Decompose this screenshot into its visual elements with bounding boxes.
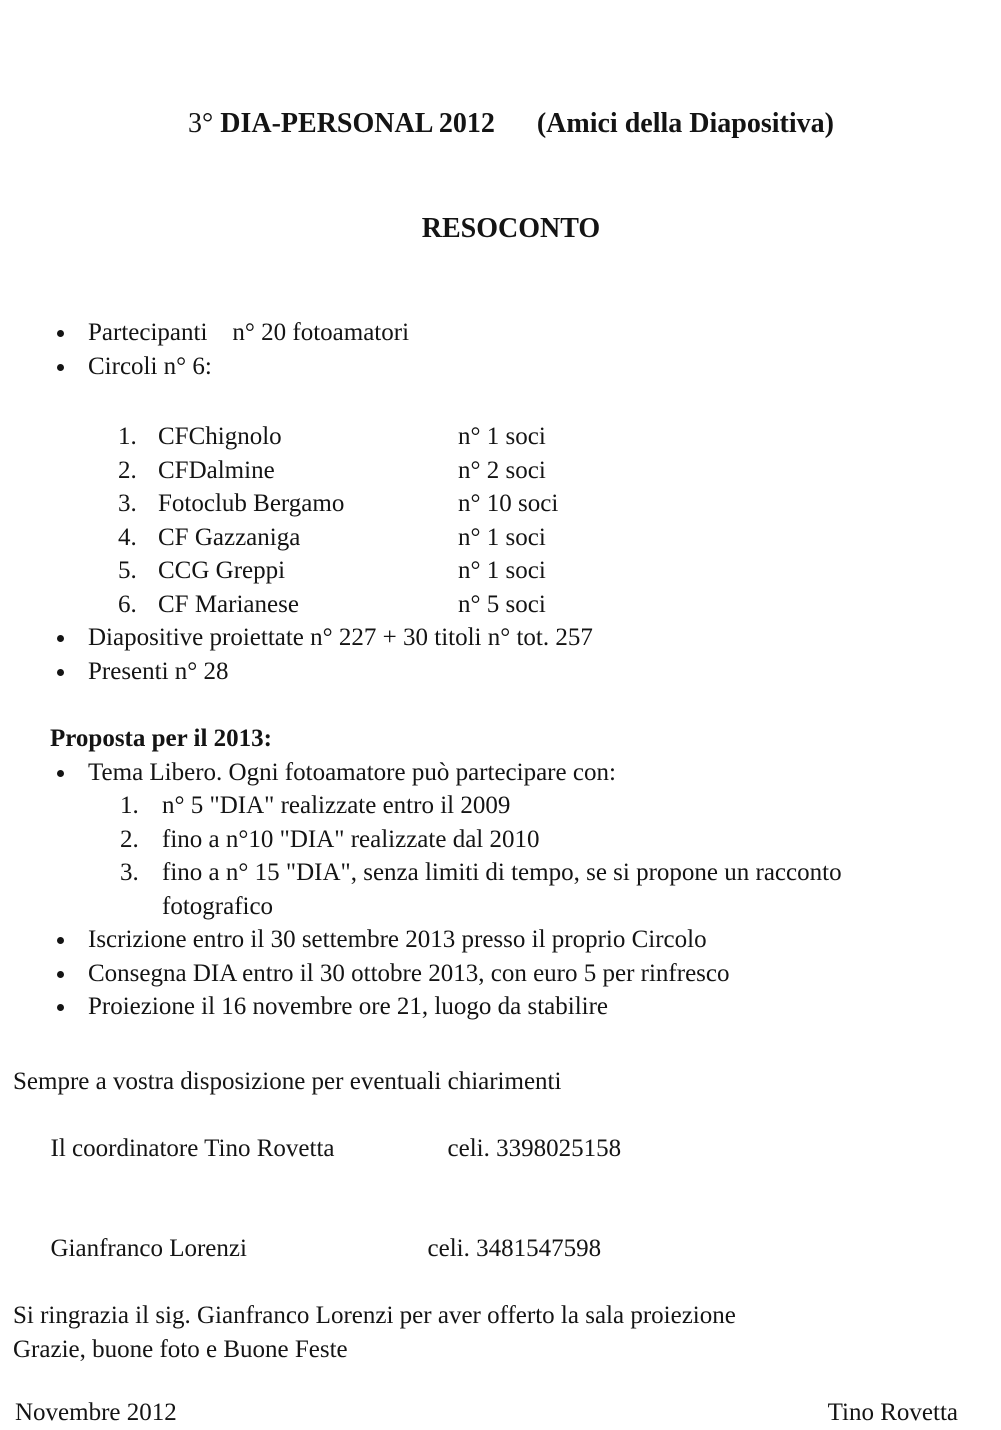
proposal-numbered-list: [0, 789, 980, 923]
stats-bullet-list: [0, 621, 980, 688]
club-name: CFChignolo: [158, 423, 282, 450]
proposal-item-number: 1.: [120, 792, 139, 819]
bullet-item-diapositive: Diapositive proiettate n° 227 + 30 titoli n° tot. 257: [0, 621, 980, 655]
bullet-item-presenti: Presenti n° 28: [0, 655, 980, 689]
proposal-intro-list: [0, 756, 980, 790]
proposal-item: [120, 789, 955, 823]
second-contact-line: [13, 1199, 980, 1300]
club-number: 4.: [118, 523, 137, 551]
coordinator-name: Il coordinatore Tino Rovetta: [50, 1134, 335, 1162]
proposal-item-text: fino a n°10 "DIA" realizzate dal 2010: [162, 825, 540, 853]
bullet-item-circoli: Circoli n° 6:: [0, 350, 980, 384]
proposal-item-number: 3.: [120, 859, 139, 886]
club-row: [118, 588, 980, 622]
proposal-item-text: fino a n° 15 "DIA", senza limiti di tempo, se si propone un racconto fotografico: [162, 859, 842, 920]
bullet-item-tema-libero: Tema Libero. Ogni fotoamatore può partecipare con:: [0, 756, 980, 790]
club-members: n° 1 soci: [458, 557, 546, 584]
club-name: CFDalmine: [158, 456, 275, 484]
title-paren: (Amici della Diapositiva): [536, 108, 834, 139]
proposal-item: [120, 856, 955, 923]
title-main: DIA-PERSONAL 2012: [220, 108, 495, 139]
greeting-line: Grazie, buone foto e Buone Feste: [13, 1335, 348, 1363]
thanks-line: Si ringrazia il sig. Gianfranco Lorenzi per aver offerto la sala proiezione: [13, 1302, 736, 1329]
proposal-bullet-list: [0, 923, 980, 1024]
bullet-item-proiezione: Proiezione il 16 novembre ore 21, luogo da stabilire: [0, 990, 980, 1024]
document-title: [21, 36, 1001, 316]
club-row: [118, 554, 980, 588]
club-list: [118, 420, 980, 621]
club-number: 6.: [118, 590, 137, 618]
club-row: [118, 454, 980, 488]
bullet-item-partecipanti: Partecipanti n° 20 fotoamatori: [0, 316, 980, 350]
bullet-item-iscrizione: Iscrizione entro il 30 settembre 2013 presso il proprio Circolo: [0, 923, 980, 957]
proposal-item-text: n° 5 "DIA" realizzate entro il 2009: [162, 792, 511, 819]
second-contact-phone: celi. 3481547598: [427, 1235, 602, 1262]
club-name: CF Gazzaniga: [158, 523, 301, 551]
document-page: [0, 36, 980, 1426]
club-name: CCG Greppi: [158, 557, 286, 584]
club-number: 5.: [118, 557, 137, 584]
second-contact-name: Gianfranco Lorenzi: [50, 1235, 247, 1262]
club-members: n° 1 soci: [458, 423, 546, 450]
title-line: [21, 106, 1001, 141]
title-subtitle: RESOCONTO: [421, 213, 601, 244]
signature: Tino Rovetta: [827, 1399, 958, 1426]
bottom-row: [15, 1396, 958, 1430]
club-name: CF Marianese: [158, 590, 299, 618]
title-prefix: 3°: [188, 108, 221, 139]
availability-line: Sempre a vostra disposizione per eventuali chiarimenti: [13, 1067, 562, 1095]
club-number: 2.: [118, 456, 137, 484]
club-row: [118, 420, 980, 454]
club-members: n° 10 soci: [458, 490, 559, 517]
club-number: 1.: [118, 423, 137, 450]
coordinator-line: [13, 1098, 980, 1199]
proposal-heading: Proposta per il 2013:: [50, 725, 272, 752]
footer-block: [13, 1065, 980, 1367]
club-members: n° 2 soci: [458, 456, 546, 484]
club-members: n° 1 soci: [458, 523, 546, 551]
club-row: [118, 521, 980, 555]
intro-bullet-list: [0, 316, 980, 383]
bullet-item-consegna: Consegna DIA entro il 30 ottobre 2013, con euro 5 per rinfresco: [0, 957, 980, 991]
club-members: n° 5 soci: [458, 590, 546, 618]
coordinator-phone: celi. 3398025158: [447, 1134, 622, 1162]
club-number: 3.: [118, 490, 137, 517]
proposal-item-number: 2.: [120, 825, 139, 853]
club-row: [118, 487, 980, 521]
club-name: Fotoclub Bergamo: [158, 490, 345, 517]
document-date: Novembre 2012: [15, 1399, 177, 1426]
proposal-item: [120, 823, 955, 857]
